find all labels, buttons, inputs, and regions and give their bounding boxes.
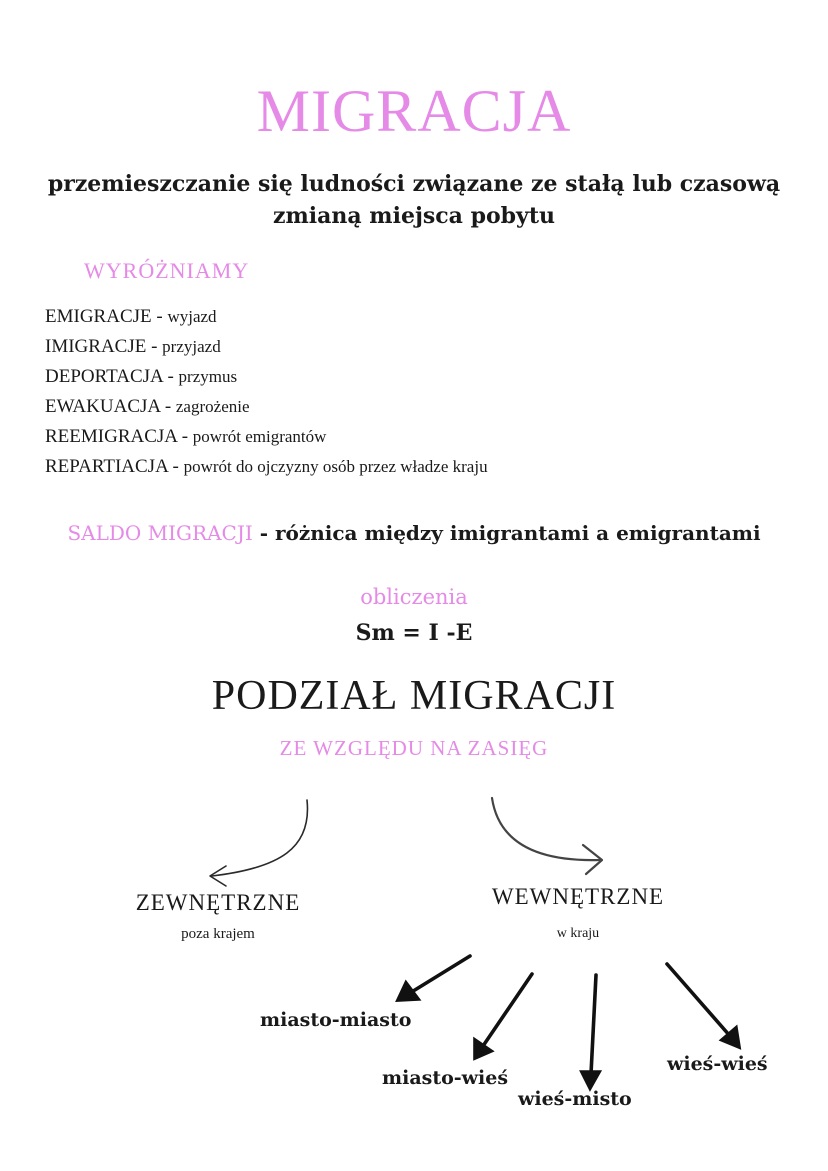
page-title: MIGRACJA [256,78,572,144]
division-subtitle: ZE WZGLĘDU NA ZASIĘG [279,736,549,760]
type-description: powrót do ojczyzny osób przez władze kraju [183,457,488,476]
saldo-text: - różnica między imigrantami a emigrantami [252,521,761,545]
internal-type-wies-wies: wieś-wieś [667,1053,768,1075]
type-description: przymus [178,367,238,386]
curved-arrow-right-icon [492,798,600,860]
saldo-formula: Sm = I -E [355,620,473,646]
internal-type-wies-misto: wieś-misto [518,1088,632,1110]
type-separator: - [146,336,163,357]
migration-definition: przemieszczanie się ludności związane ze stałą lub czasową zmianą miejsca pobytu [47,171,781,229]
arrow-to-wies-misto-icon [591,975,596,1074]
type-description: powrót emigrantów [192,427,327,446]
arrow-to-miasto-wies-icon [483,974,532,1046]
arrow-to-miasto-miasto-icon [410,956,470,993]
arrowhead-icon [475,1040,491,1058]
type-term: DEPORTACJA [45,366,163,387]
type-term: EWAKUACJA [45,396,161,417]
type-description: wyjazd [167,307,217,326]
calculation-label: obliczenia [360,585,468,609]
type-description: zagrożenie [175,397,250,416]
saldo-term: SALDO MIGRACJI [67,521,253,545]
type-separator: - [167,456,184,477]
type-term: EMIGRACJE [45,306,152,327]
external-migration-label: ZEWNĘTRZNE [135,890,301,915]
internal-migration-label: WEWNĘTRZNE [491,884,665,909]
internal-type-miasto-miasto: miasto-miasto [260,1009,412,1031]
arrowhead-icon [582,1072,599,1088]
internal-migration-sub: w kraju [556,926,600,941]
division-title: PODZIAŁ MIGRACJI [211,673,617,719]
type-term: IMIGRACJE [45,336,147,357]
type-term: REPARTIACJA [45,456,168,477]
type-separator: - [151,306,168,327]
external-migration-sub: poza krajem [181,926,255,942]
types-heading: WYRÓŻNIAMY [84,258,250,283]
type-term: REEMIGRACJA [45,426,177,447]
type-separator: - [176,426,193,447]
internal-type-miasto-wies: miasto-wieś [382,1067,509,1089]
type-separator: - [162,366,179,387]
curved-arrow-left-icon [212,800,308,876]
type-description: przyjazd [162,337,221,356]
type-separator: - [160,396,176,417]
arrow-to-wies-wies-icon [667,964,730,1036]
